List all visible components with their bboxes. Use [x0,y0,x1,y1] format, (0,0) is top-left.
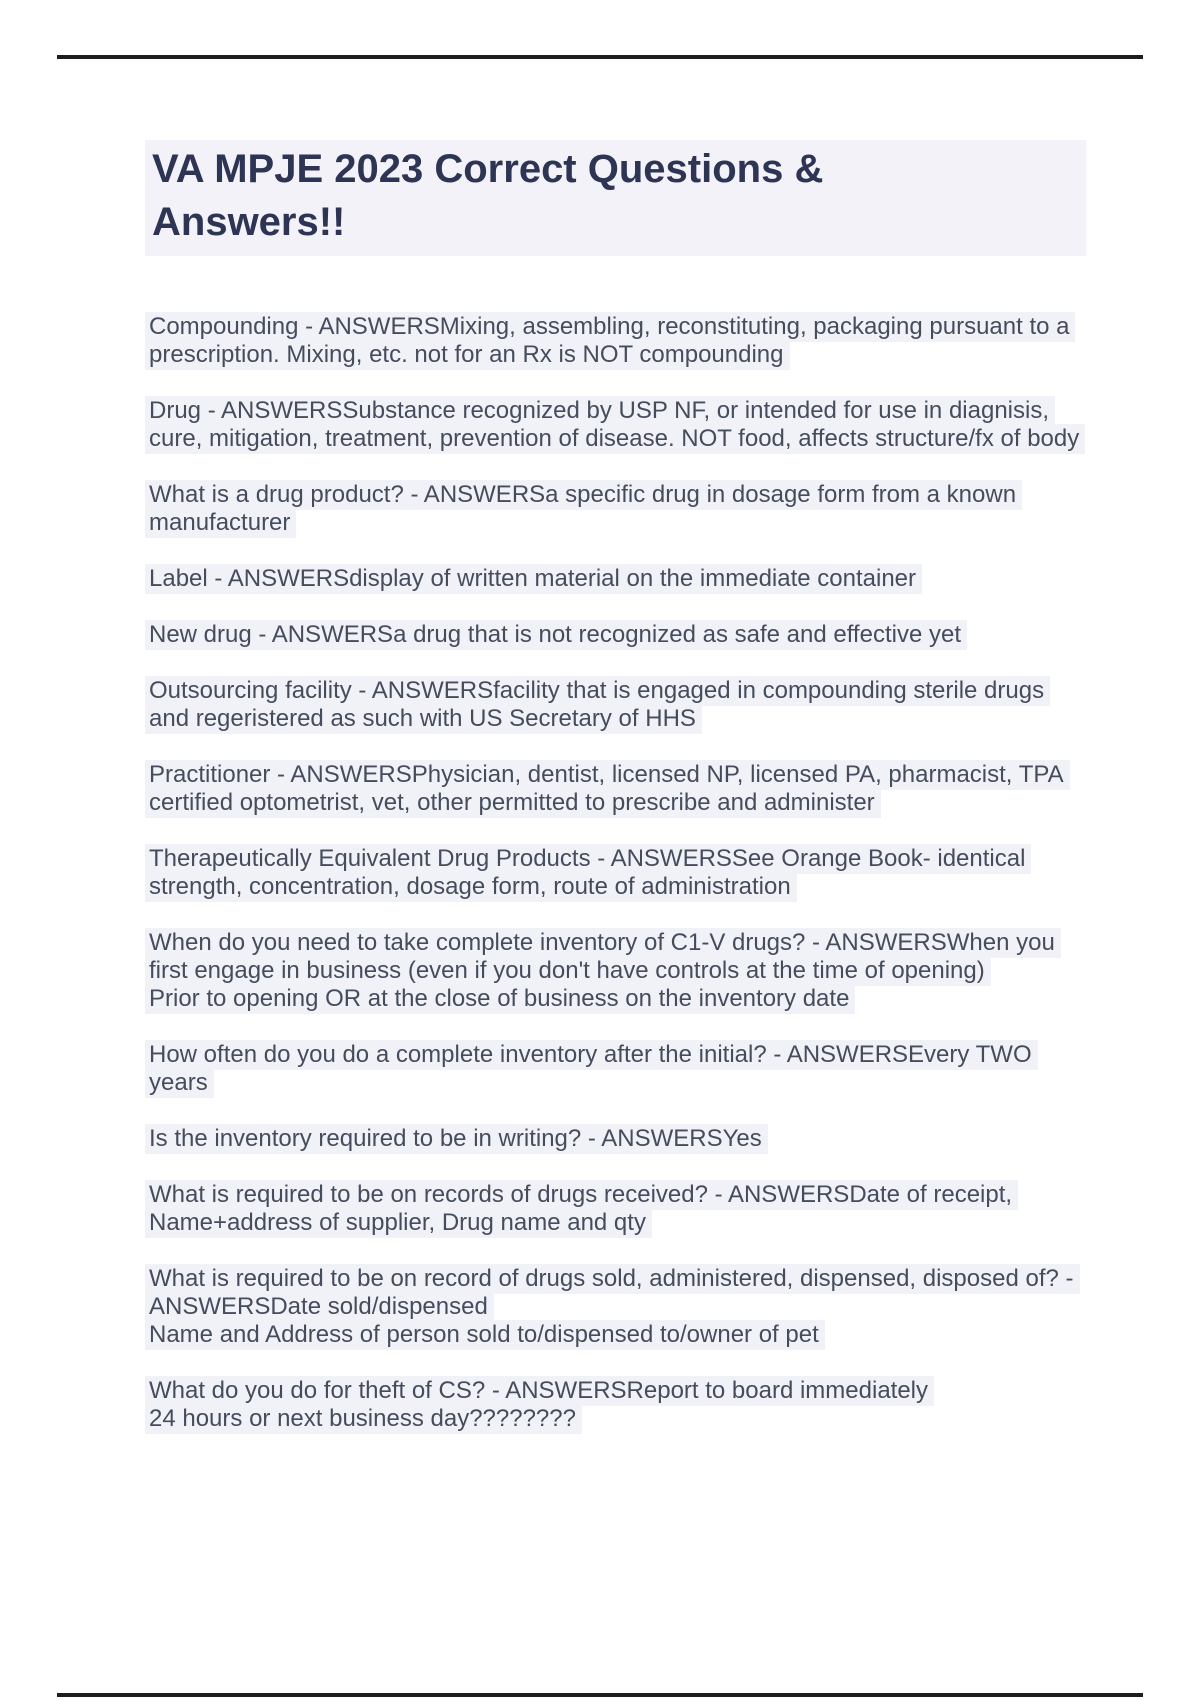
qa-line: strength, concentration, dosage form, route of administration [145,872,797,902]
page-border-rule-top [57,55,1143,59]
qa-paragraph [149,1125,1149,1153]
qa-line: Prior to opening OR at the close of business on the inventory date [145,984,855,1014]
page-title [145,140,1086,256]
qa-line: Label - ANSWERSdisplay of written material on the immediate container [145,564,922,594]
page-title-line-2: Answers!! [152,200,346,244]
qa-paragraph [149,313,1149,369]
qa-paragraph [149,761,1149,817]
qa-paragraph [149,481,1149,537]
qa-line: What do you do for theft of CS? - ANSWERSReport to board immediately [145,1376,934,1406]
qa-line: years [145,1068,214,1098]
page-title-line-1: VA MPJE 2023 Correct Questions & [152,147,824,191]
qa-paragraph [149,565,1149,593]
qa-line: What is required to be on record of drugs sold, administered, dispensed, disposed of? - [145,1264,1080,1294]
qa-line: When do you need to take complete inventory of C1-V drugs? - ANSWERSWhen you [145,928,1061,958]
qa-line: Outsourcing facility - ANSWERSfacility that is engaged in compounding sterile drugs [145,676,1050,706]
page-border-rule-bottom [57,1693,1143,1697]
qa-paragraph [149,621,1149,649]
qa-paragraph [149,845,1149,901]
qa-line: 24 hours or next business day???????? [145,1404,582,1434]
qa-line: first engage in business (even if you don't have controls at the time of opening) [145,956,991,986]
qa-line: What is a drug product? - ANSWERSa specific drug in dosage form from a known [145,480,1022,510]
qa-line: manufacturer [145,508,296,538]
qa-line: Name and Address of person sold to/dispensed to/owner of pet [145,1320,825,1350]
qa-content [149,313,1149,1461]
qa-line: New drug - ANSWERSa drug that is not recognized as safe and effective yet [145,620,967,650]
qa-line: Practitioner - ANSWERSPhysician, dentist, licensed NP, licensed PA, pharmacist, TPA [145,760,1070,790]
qa-line: and regeristered as such with US Secretary of HHS [145,704,702,734]
qa-paragraph [149,397,1149,453]
qa-paragraph [149,1377,1149,1433]
qa-line: What is required to be on records of drugs received? - ANSWERSDate of receipt, [145,1180,1018,1210]
qa-line: cure, mitigation, treatment, prevention of disease. NOT food, affects structure/fx of body [145,424,1085,454]
qa-line: Is the inventory required to be in writing? - ANSWERSYes [145,1124,768,1154]
qa-line: Name+address of supplier, Drug name and qty [145,1208,652,1238]
qa-line: Drug - ANSWERSSubstance recognized by USP NF, or intended for use in diagnisis, [145,396,1055,426]
qa-line: How often do you do a complete inventory after the initial? - ANSWERSEvery TWO [145,1040,1038,1070]
qa-line: certified optometrist, vet, other permitted to prescribe and administer [145,788,881,818]
qa-paragraph [149,1265,1149,1349]
qa-paragraph [149,929,1149,1013]
qa-line: Therapeutically Equivalent Drug Products - ANSWERSSee Orange Book- identical [145,844,1031,874]
qa-line: prescription. Mixing, etc. not for an Rx is NOT compounding [145,340,790,370]
qa-paragraph [149,677,1149,733]
qa-line: ANSWERSDate sold/dispensed [145,1292,494,1322]
qa-paragraph [149,1181,1149,1237]
qa-line: Compounding - ANSWERSMixing, assembling, reconstituting, packaging pursuant to a [145,312,1075,342]
qa-paragraph [149,1041,1149,1097]
